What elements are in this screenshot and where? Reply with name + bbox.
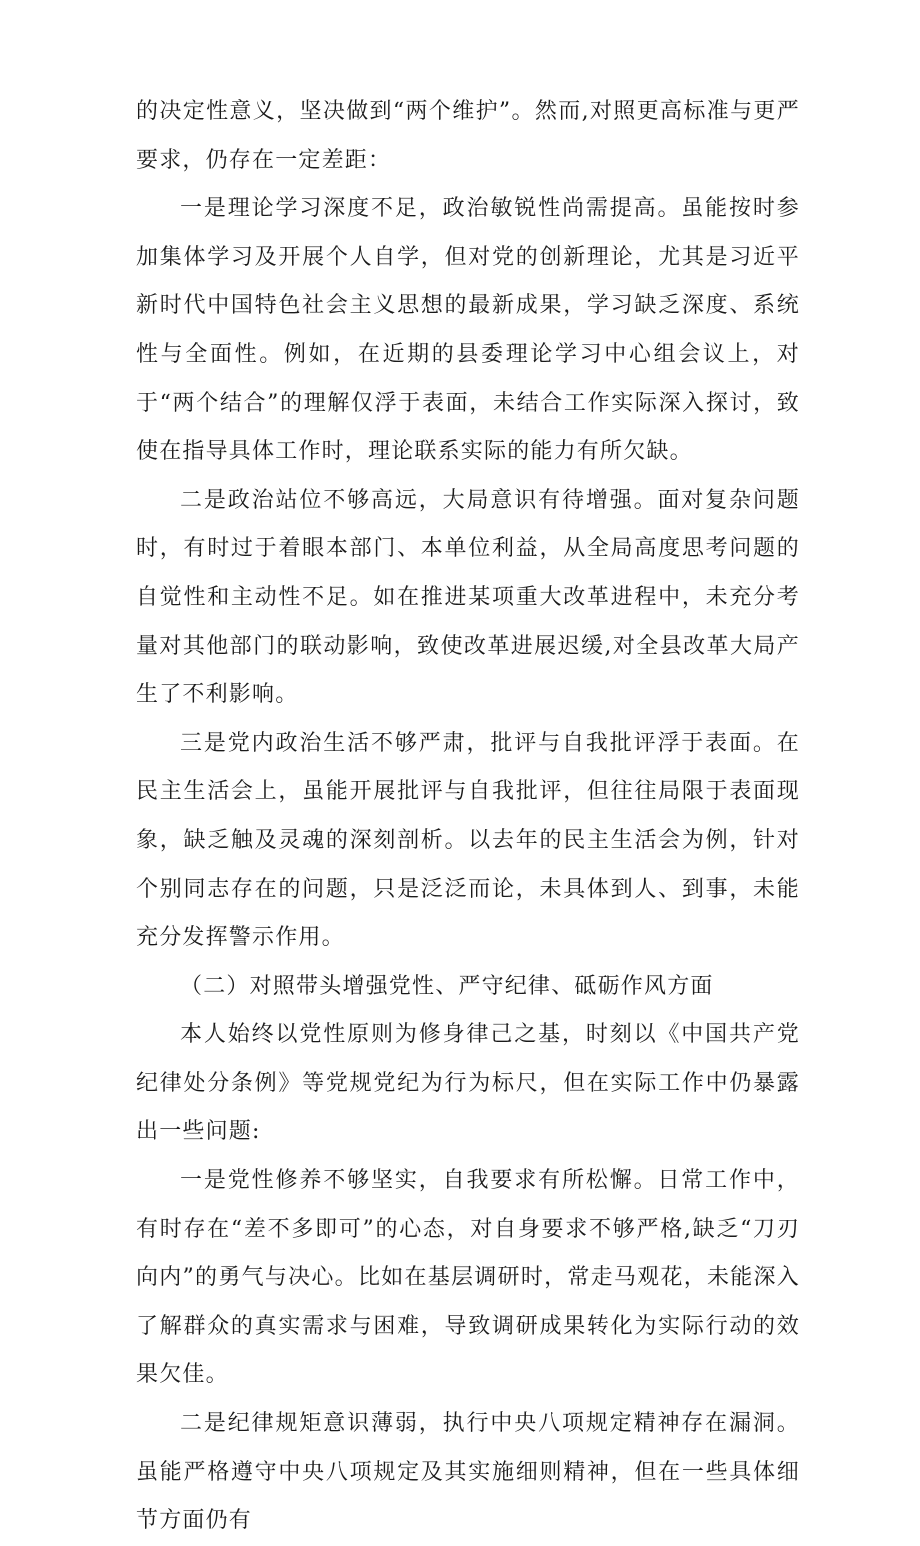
paragraph-political-stance: 二是政治站位不够高远，大局意识有待增强。面对复杂问题时，有时过于着眼本部门、本单位利益，从全局高度思考问题的自觉性和主动性不足。如在推进某项重大改革进程中，未充分考量对其他部门的联动影响，致使改革进展迟缓,对全县改革大局产生了不利影响。 <box>136 487 800 708</box>
paragraph-discipline: 二是纪律规矩意识薄弱，执行中央八项规定精神存在漏洞。虽能严格遵守中央八项规定及其实施细则精神，但在一些具体细节方面仍有 <box>136 1411 800 1534</box>
paragraph-party-spirit: 一是党性修养不够坚实，自我要求有所松懈。日常工作中，有时存在“差不多即可”的心态，对自身要求不够严格,缺乏“刀刃向内”的勇气与决心。比如在基层调研时，常走马观花，未能深入了解群众的真实需求与困难，导致调研成果转化为实际行动的效果欠佳。 <box>136 1168 800 1388</box>
document-body <box>136 88 800 1546</box>
paragraph-theory-study: 一是理论学习深度不足，政治敏锐性尚需提高。虽能按时参加集体学习及开展个人自学，但对党的创新理论，尤其是习近平新时代中国特色社会主义思想的最新成果，学习缺乏深度、系统性与全面性。例如，在近期的县委理论学习中心组会议上，对于“两个结合”的理解仅浮于表面，未结合工作实际深入探讨，致使在指导具体工作时，理论联系实际的能力有所欠缺。 <box>136 196 800 465</box>
paragraph-continuation: 的决定性意义，坚决做到“两个维护”。然而,对照更高标准与更严要求，仍存在一定差距： <box>136 99 800 173</box>
paragraph-party-life: 三是党内政治生活不够严肃，批评与自我批评浮于表面。在民主生活会上，虽能开展批评与自我批评，但往往局限于表面现象，缺乏触及灵魂的深刻剖析。以去年的民主生活会为例，针对个别同志存在的问题，只是泛泛而论，未具体到人、到事，未能充分发挥警示作用。 <box>136 730 800 951</box>
paragraph-intro: 本人始终以党性原则为修身律己之基，时刻以《中国共产党纪律处分条例》等党规党纪为行为标尺，但在实际工作中仍暴露出一些问题: <box>136 1022 800 1145</box>
section-heading: （二）对照带头增强党性、严守纪律、砥砺作风方面 <box>180 973 714 999</box>
